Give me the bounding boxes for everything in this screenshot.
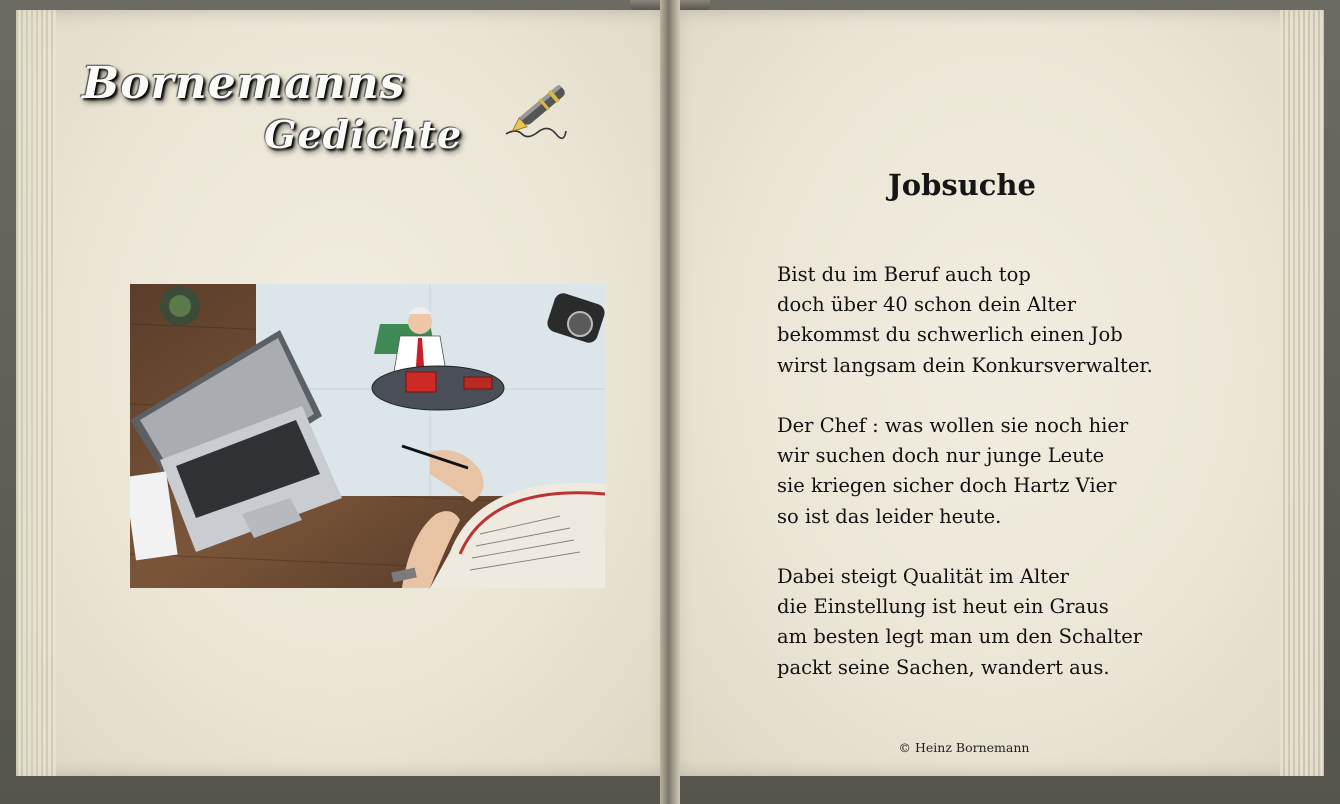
poem-title: Jobsuche: [888, 168, 1036, 202]
poem-line: packt seine Sachen, wandert aus.: [777, 655, 1110, 679]
poem-line: Dabei steigt Qualität im Alter: [777, 565, 1069, 588]
poem-line: Der Chef : was wollen sie noch hier: [777, 414, 1129, 437]
poem-line: die Einstellung ist heut ein Graus: [777, 595, 1109, 619]
poem-line: Bist du im Beruf auch top: [777, 263, 1031, 286]
poem-stanza: [777, 411, 1153, 532]
poem-line: am besten legt man um den Schalter: [777, 625, 1143, 649]
book-spine: [660, 0, 680, 804]
office-desk-illustration: [130, 284, 605, 588]
right-page-edges: [1280, 10, 1324, 776]
poem-line: sie kriegen sicher doch Hartz Vier: [777, 474, 1117, 498]
poem-line: wir suchen doch nur junge Leute: [777, 444, 1105, 468]
copyright-notice: © Heinz Bornemann: [898, 740, 1030, 755]
left-page-edges: [16, 10, 56, 776]
poem-line: wirst langsam dein Konkursverwalter.: [777, 353, 1153, 377]
poem-line: bekommst du schwerlich einen Job: [777, 323, 1123, 347]
poem-line: so ist das leider heute.: [777, 504, 1002, 528]
logo-line-2: Gedichte: [264, 112, 463, 157]
logo-line-1: Bornemanns: [82, 58, 406, 109]
poem-body: [777, 260, 1153, 713]
fountain-pen-icon: [500, 74, 580, 140]
poem-line: doch über 40 schon dein Alter: [777, 293, 1077, 317]
poem-stanza: [777, 562, 1153, 683]
poem-stanza: [777, 260, 1153, 381]
